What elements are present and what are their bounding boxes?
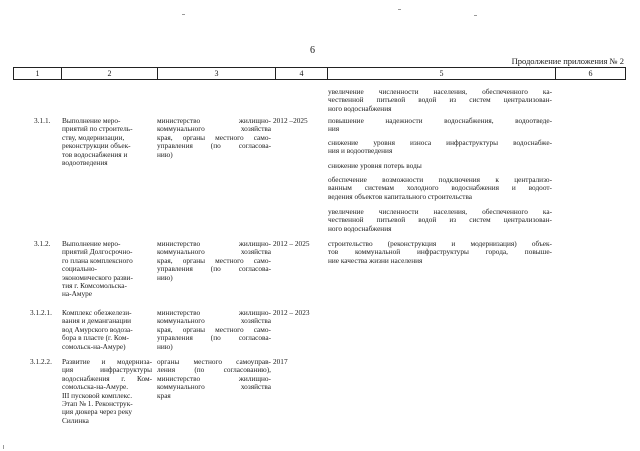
measure-name: Комплекс обезжелези- вания и деманганации вод Амурского водоза- бора в пласте (г. Ком- сомольск-на-Амуре)	[62, 308, 133, 351]
expected-result: увеличение численности населения, обеспеченного ка- чественной питьевой водой из систем централизован- ного водоснабжения	[328, 207, 552, 233]
expected-result: повышение надежности водоснабжения, водоотведе- ния	[328, 116, 552, 134]
measure-name: Выполнение меро- приятий Долгосрочно- го плана комплексного социально- экономического разви- тия г. Комсомольска- на-Амуре	[62, 239, 133, 299]
col-header-3: 3	[158, 68, 276, 80]
col-header-2: 2	[62, 68, 158, 80]
measure-name: Выполнение меро- приятий по строитель- ству, модернизации, реконструкции объек- тов водоснабжения и водоотведения	[62, 116, 133, 168]
executor: министерство жилищно- коммунального хозяйства края, органы местного само- управления (по согласова- нию)	[157, 239, 271, 282]
row-number: 3.1.1.	[34, 116, 51, 125]
years: 2012 – 2023	[273, 308, 310, 317]
scan-speck	[398, 9, 401, 10]
years: 2012 – 2025	[273, 239, 310, 248]
col-header-4: 4	[276, 68, 328, 80]
row-number: 3.1.2.2.	[30, 357, 52, 366]
expected-result: обеспечение возможности подключения к централизо- ванным системам холодного водоснабжения и водоот- ведения объектов капитального строительства	[328, 175, 552, 201]
scan-speck	[182, 14, 185, 15]
col-header-1: 1	[14, 68, 62, 80]
executor: органы местного самоуправ- ления (по согласованию), министерство жилищно- коммунального хозяйства края	[157, 357, 271, 400]
continuation-caption: Продолжение приложения № 2	[511, 56, 624, 66]
scan-speck	[3, 445, 4, 449]
scan-speck	[474, 15, 477, 16]
col-header-5: 5	[328, 68, 556, 80]
executor: министерство жилищно- коммунального хозяйства края, органы местного само- управления (по согласова- нию)	[157, 308, 271, 351]
expected-result: строительство (реконструкция и модернизация) объек- тов коммунальной инфраструктуры города, повыше- ние качества жизни населения	[328, 239, 552, 265]
row-number: 3.1.2.1.	[30, 308, 52, 317]
years: 2017	[273, 357, 288, 366]
years: 2012 –2025	[273, 116, 308, 125]
top-result: увеличение численности населения, обеспеченного ка- чественной питьевой водой из систем централизован- ного водоснабжения	[328, 87, 552, 113]
expected-result: снижение уровня потерь воды	[328, 161, 422, 170]
column-header-row	[13, 67, 626, 80]
measure-name: Развитие и модерниза- ция инфраструктуры водоснабжения г. Ком- сомольска-на-Амуре. III пусковой комплекс. Этап № 1. Реконструк- ция дюкера через реку Силинка	[62, 357, 152, 425]
page-number: 6	[310, 45, 315, 56]
executor: министерство жилищно- коммунального хозяйства края, органы местного само- управления (по согласова- нию)	[157, 116, 271, 159]
row-number: 3.1.2.	[34, 239, 51, 248]
col-header-6: 6	[556, 68, 626, 80]
expected-result: снижение уровня износа инфраструктуры водоснабже- ния и водоотведения	[328, 138, 552, 156]
